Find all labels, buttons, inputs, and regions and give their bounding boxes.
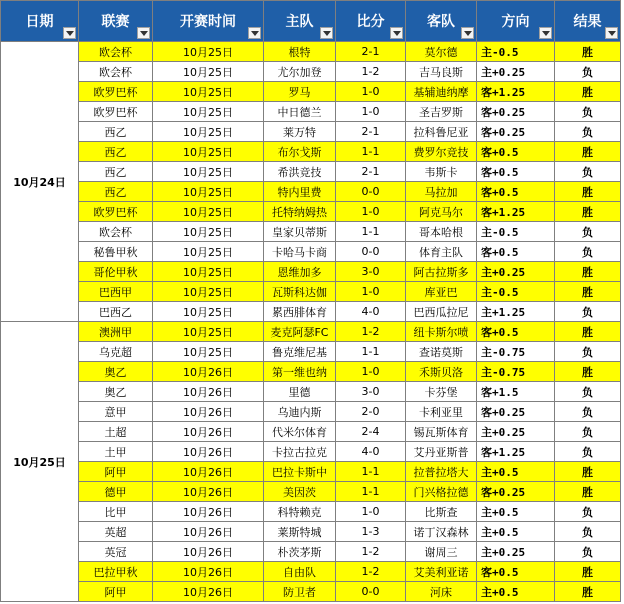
score-cell[interactable]: 1-2: [336, 542, 406, 562]
time-cell[interactable]: 10月26日: [153, 442, 264, 462]
header-league-label: 联赛: [101, 14, 130, 30]
time-cell[interactable]: 10月26日: [153, 382, 264, 402]
home-team-cell[interactable]: 代米尔体育: [264, 422, 336, 442]
filter-dropdown-icon[interactable]: [63, 27, 76, 39]
away-team-cell[interactable]: 拉科鲁尼亚: [406, 122, 477, 142]
time-cell[interactable]: 10月26日: [153, 362, 264, 382]
score-cell[interactable]: 2-4: [336, 422, 406, 442]
away-team-cell[interactable]: 库亚巴: [406, 282, 477, 302]
table-row: [1, 182, 621, 202]
away-team-cell[interactable]: 卡利亚里: [406, 402, 477, 422]
score-cell[interactable]: 3-0: [336, 262, 406, 282]
direction-cell[interactable]: 主+0.25: [477, 422, 555, 442]
header-row: [1, 1, 621, 42]
direction-cell[interactable]: 客+1.25: [477, 442, 555, 462]
league-cell[interactable]: 欧罗巴杯: [79, 102, 153, 122]
result-cell[interactable]: 胜: [555, 582, 621, 602]
away-team-cell[interactable]: 艾丹亚斯普: [406, 442, 477, 462]
league-cell[interactable]: 巴西甲: [79, 282, 153, 302]
score-cell[interactable]: 1-0: [336, 202, 406, 222]
direction-cell[interactable]: 主+1.25: [477, 302, 555, 322]
table-row: [1, 502, 621, 522]
league-cell[interactable]: 奥乙: [79, 382, 153, 402]
time-cell[interactable]: 10月26日: [153, 422, 264, 442]
home-team-cell[interactable]: 恩维加多: [264, 262, 336, 282]
away-team-cell[interactable]: 谢周三: [406, 542, 477, 562]
time-cell[interactable]: 10月25日: [153, 262, 264, 282]
time-cell[interactable]: 10月25日: [153, 222, 264, 242]
table-row: [1, 462, 621, 482]
result-cell[interactable]: 负: [555, 522, 621, 542]
score-cell[interactable]: 1-0: [336, 362, 406, 382]
result-cell[interactable]: 胜: [555, 562, 621, 582]
direction-cell[interactable]: 客+0.5: [477, 322, 555, 342]
table-row: [1, 362, 621, 382]
away-team-cell[interactable]: 吉马良斯: [406, 62, 477, 82]
time-cell[interactable]: 10月25日: [153, 302, 264, 322]
table-row: [1, 262, 621, 282]
away-team-cell[interactable]: 体育主队: [406, 242, 477, 262]
score-cell[interactable]: 3-0: [336, 382, 406, 402]
away-team-cell[interactable]: 诺丁汉森林: [406, 522, 477, 542]
league-cell[interactable]: 西乙: [79, 162, 153, 182]
table-row: [1, 322, 621, 342]
table-row: [1, 562, 621, 582]
result-cell[interactable]: 胜: [555, 182, 621, 202]
direction-cell[interactable]: 主+0.25: [477, 542, 555, 562]
score-cell[interactable]: 1-3: [336, 522, 406, 542]
result-cell[interactable]: 负: [555, 502, 621, 522]
result-cell[interactable]: 负: [555, 382, 621, 402]
table-row: [1, 102, 621, 122]
time-cell[interactable]: 10月25日: [153, 162, 264, 182]
time-cell[interactable]: 10月26日: [153, 582, 264, 602]
table-row: [1, 402, 621, 422]
time-cell[interactable]: 10月25日: [153, 342, 264, 362]
result-cell[interactable]: 负: [555, 342, 621, 362]
time-cell[interactable]: 10月25日: [153, 182, 264, 202]
result-cell[interactable]: 胜: [555, 462, 621, 482]
header-home-label: 主队: [285, 14, 314, 30]
direction-cell[interactable]: 客+0.25: [477, 122, 555, 142]
direction-cell[interactable]: 主-0.75: [477, 362, 555, 382]
away-team-cell[interactable]: 费罗尔竞技: [406, 142, 477, 162]
score-cell[interactable]: 1-1: [336, 482, 406, 502]
direction-cell[interactable]: 主+0.5: [477, 582, 555, 602]
home-team-cell[interactable]: 卡拉古拉克: [264, 442, 336, 462]
away-team-cell[interactable]: 卡芬堡: [406, 382, 477, 402]
header-date-label: 日期: [25, 14, 54, 30]
direction-cell[interactable]: 客+1.5: [477, 382, 555, 402]
away-team-cell[interactable]: 拉普拉塔大: [406, 462, 477, 482]
result-cell[interactable]: 胜: [555, 142, 621, 162]
time-cell[interactable]: 10月25日: [153, 142, 264, 162]
away-team-cell[interactable]: 哥本哈根: [406, 222, 477, 242]
result-cell[interactable]: 胜: [555, 82, 621, 102]
home-team-cell[interactable]: 莱万特: [264, 122, 336, 142]
league-cell[interactable]: 阿甲: [79, 582, 153, 602]
direction-cell[interactable]: 客+1.25: [477, 82, 555, 102]
result-cell[interactable]: 负: [555, 442, 621, 462]
direction-cell[interactable]: 客+0.5: [477, 142, 555, 162]
table-row: [1, 162, 621, 182]
time-cell[interactable]: 10月25日: [153, 322, 264, 342]
time-cell[interactable]: 10月25日: [153, 62, 264, 82]
filter-dropdown-icon[interactable]: [461, 27, 474, 39]
direction-cell[interactable]: 客+0.5: [477, 162, 555, 182]
away-team-cell[interactable]: 圣吉罗斯: [406, 102, 477, 122]
home-team-cell[interactable]: 尤尔加登: [264, 62, 336, 82]
score-cell[interactable]: 1-1: [336, 142, 406, 162]
result-cell[interactable]: 负: [555, 162, 621, 182]
header-home: [264, 1, 336, 42]
score-cell[interactable]: 1-1: [336, 342, 406, 362]
home-team-cell[interactable]: 皇家贝蒂斯: [264, 222, 336, 242]
time-cell[interactable]: 10月26日: [153, 542, 264, 562]
time-cell[interactable]: 10月25日: [153, 122, 264, 142]
table-row: [1, 422, 621, 442]
direction-cell[interactable]: 主-0.5: [477, 222, 555, 242]
home-team-cell[interactable]: 里德: [264, 382, 336, 402]
direction-cell[interactable]: 主+0.5: [477, 502, 555, 522]
away-team-cell[interactable]: 巴西瓜拉尼: [406, 302, 477, 322]
result-cell[interactable]: 胜: [555, 282, 621, 302]
date-cell[interactable]: 10月24日: [1, 42, 79, 322]
home-team-cell[interactable]: 根特: [264, 42, 336, 62]
result-cell[interactable]: 胜: [555, 42, 621, 62]
league-cell[interactable]: 秘鲁甲秋: [79, 242, 153, 262]
time-cell[interactable]: 10月26日: [153, 482, 264, 502]
league-cell[interactable]: 意甲: [79, 402, 153, 422]
home-team-cell[interactable]: 巴拉卡斯中: [264, 462, 336, 482]
header-time-label: 开赛时间: [180, 14, 236, 30]
away-team-cell[interactable]: 纽卡斯尔喷: [406, 322, 477, 342]
table-row: [1, 542, 621, 562]
home-team-cell[interactable]: 乌迪内斯: [264, 402, 336, 422]
table-row: [1, 342, 621, 362]
result-cell[interactable]: 负: [555, 422, 621, 442]
league-cell[interactable]: 欧罗巴杯: [79, 82, 153, 102]
table-row: [1, 442, 621, 462]
score-cell[interactable]: 2-1: [336, 42, 406, 62]
result-cell[interactable]: 胜: [555, 362, 621, 382]
table-row: [1, 142, 621, 162]
time-cell[interactable]: 10月25日: [153, 42, 264, 62]
header-result: [555, 1, 621, 42]
score-cell[interactable]: 1-2: [336, 62, 406, 82]
home-team-cell[interactable]: 罗马: [264, 82, 336, 102]
home-team-cell[interactable]: 鲁克维尼基: [264, 342, 336, 362]
table-row: [1, 122, 621, 142]
header-score: [336, 1, 406, 42]
away-team-cell[interactable]: 比斯查: [406, 502, 477, 522]
league-cell[interactable]: 巴拉甲秋: [79, 562, 153, 582]
direction-cell[interactable]: 主+0.5: [477, 522, 555, 542]
result-cell[interactable]: 负: [555, 542, 621, 562]
header-direction-label: 方向: [501, 14, 530, 30]
score-cell[interactable]: 2-0: [336, 402, 406, 422]
filter-dropdown-icon[interactable]: [320, 27, 333, 39]
time-cell[interactable]: 10月26日: [153, 522, 264, 542]
away-team-cell[interactable]: 马拉加: [406, 182, 477, 202]
table-row: [1, 582, 621, 602]
home-team-cell[interactable]: 布尔戈斯: [264, 142, 336, 162]
header-score-label: 比分: [356, 14, 385, 30]
result-cell[interactable]: 负: [555, 122, 621, 142]
time-cell[interactable]: 10月25日: [153, 82, 264, 102]
direction-cell[interactable]: 主-0.75: [477, 342, 555, 362]
home-team-cell[interactable]: 特内里费: [264, 182, 336, 202]
league-cell[interactable]: 英超: [79, 522, 153, 542]
home-team-cell[interactable]: 莱斯特城: [264, 522, 336, 542]
table-row: [1, 482, 621, 502]
table-row: [1, 82, 621, 102]
direction-cell[interactable]: 客+0.5: [477, 562, 555, 582]
direction-cell[interactable]: 客+0.5: [477, 242, 555, 262]
direction-cell[interactable]: 客+0.25: [477, 102, 555, 122]
result-cell[interactable]: 胜: [555, 262, 621, 282]
home-team-cell[interactable]: 防卫者: [264, 582, 336, 602]
away-team-cell[interactable]: 基辅迪纳摩: [406, 82, 477, 102]
league-cell[interactable]: 西乙: [79, 122, 153, 142]
direction-cell[interactable]: 主-0.5: [477, 282, 555, 302]
home-team-cell[interactable]: 托特纳姆热: [264, 202, 336, 222]
home-team-cell[interactable]: 希洪竞技: [264, 162, 336, 182]
time-cell[interactable]: 10月25日: [153, 102, 264, 122]
table-row: [1, 62, 621, 82]
result-cell[interactable]: 负: [555, 242, 621, 262]
score-cell[interactable]: 1-0: [336, 82, 406, 102]
home-team-cell[interactable]: 自由队: [264, 562, 336, 582]
home-team-cell[interactable]: 朴茨茅斯: [264, 542, 336, 562]
away-team-cell[interactable]: 门兴格拉德: [406, 482, 477, 502]
time-cell[interactable]: 10月25日: [153, 282, 264, 302]
league-cell[interactable]: 英冠: [79, 542, 153, 562]
league-cell[interactable]: 土超: [79, 422, 153, 442]
direction-cell[interactable]: 客+0.25: [477, 402, 555, 422]
result-cell[interactable]: 负: [555, 102, 621, 122]
direction-cell[interactable]: 客+1.25: [477, 202, 555, 222]
league-cell[interactable]: 欧会杯: [79, 62, 153, 82]
home-team-cell[interactable]: 科特赖克: [264, 502, 336, 522]
header-result-label: 结果: [573, 14, 602, 30]
filter-dropdown-icon[interactable]: [248, 27, 261, 39]
direction-cell[interactable]: 客+0.25: [477, 482, 555, 502]
league-cell[interactable]: 德甲: [79, 482, 153, 502]
score-cell[interactable]: 4-0: [336, 442, 406, 462]
score-cell[interactable]: 4-0: [336, 302, 406, 322]
league-cell[interactable]: 土甲: [79, 442, 153, 462]
header-direction: [477, 1, 555, 42]
score-cell[interactable]: 1-0: [336, 102, 406, 122]
home-team-cell[interactable]: 美因茨: [264, 482, 336, 502]
filter-dropdown-icon[interactable]: [605, 27, 618, 39]
table-row: [1, 282, 621, 302]
result-cell[interactable]: 胜: [555, 322, 621, 342]
home-team-cell[interactable]: 麦克阿瑟FC: [264, 322, 336, 342]
header-time: [153, 1, 264, 42]
direction-cell[interactable]: 主+0.25: [477, 262, 555, 282]
league-cell[interactable]: 阿甲: [79, 462, 153, 482]
league-cell[interactable]: 欧罗巴杯: [79, 202, 153, 222]
header-away: [406, 1, 477, 42]
league-cell[interactable]: 澳洲甲: [79, 322, 153, 342]
league-cell[interactable]: 欧会杯: [79, 222, 153, 242]
home-team-cell[interactable]: 中日德兰: [264, 102, 336, 122]
table-row: [1, 382, 621, 402]
score-cell[interactable]: 1-0: [336, 502, 406, 522]
league-cell[interactable]: 巴西乙: [79, 302, 153, 322]
result-cell[interactable]: 负: [555, 402, 621, 422]
result-cell[interactable]: 胜: [555, 202, 621, 222]
table-row: [1, 202, 621, 222]
score-cell[interactable]: 2-1: [336, 122, 406, 142]
away-team-cell[interactable]: 锡瓦斯体育: [406, 422, 477, 442]
table-row: [1, 242, 621, 262]
score-cell[interactable]: 2-1: [336, 162, 406, 182]
league-cell[interactable]: 西乙: [79, 182, 153, 202]
result-cell[interactable]: 胜: [555, 482, 621, 502]
filter-dropdown-icon[interactable]: [390, 27, 403, 39]
time-cell[interactable]: 10月25日: [153, 242, 264, 262]
score-cell[interactable]: 1-2: [336, 322, 406, 342]
time-cell[interactable]: 10月26日: [153, 462, 264, 482]
header-date: [1, 1, 79, 42]
direction-cell[interactable]: 主-0.5: [477, 42, 555, 62]
away-team-cell[interactable]: 阿克马尔: [406, 202, 477, 222]
away-team-cell[interactable]: 查诺莫斯: [406, 342, 477, 362]
away-team-cell[interactable]: 艾美利亚诺: [406, 562, 477, 582]
away-team-cell[interactable]: 莫尔德: [406, 42, 477, 62]
header-league: [79, 1, 153, 42]
result-cell[interactable]: 负: [555, 222, 621, 242]
header-away-label: 客队: [427, 14, 455, 30]
direction-cell[interactable]: 客+0.5: [477, 182, 555, 202]
home-team-cell[interactable]: 累西腓体育: [264, 302, 336, 322]
score-cell[interactable]: 1-1: [336, 462, 406, 482]
table-row: [1, 42, 621, 62]
score-cell[interactable]: 0-0: [336, 182, 406, 202]
league-cell[interactable]: 西乙: [79, 142, 153, 162]
league-cell[interactable]: 比甲: [79, 502, 153, 522]
filter-dropdown-icon[interactable]: [137, 27, 150, 39]
table-row: [1, 222, 621, 242]
league-cell[interactable]: 奥乙: [79, 362, 153, 382]
direction-cell[interactable]: 主+0.5: [477, 462, 555, 482]
time-cell[interactable]: 10月26日: [153, 502, 264, 522]
result-cell[interactable]: 负: [555, 62, 621, 82]
time-cell[interactable]: 10月25日: [153, 202, 264, 222]
filter-dropdown-icon[interactable]: [539, 27, 552, 39]
score-cell[interactable]: 0-0: [336, 582, 406, 602]
home-team-cell[interactable]: 卡哈马卡商: [264, 242, 336, 262]
time-cell[interactable]: 10月26日: [153, 562, 264, 582]
table-row: [1, 522, 621, 542]
away-team-cell[interactable]: 禾斯贝洛: [406, 362, 477, 382]
away-team-cell[interactable]: 阿古拉斯多: [406, 262, 477, 282]
score-cell[interactable]: 1-0: [336, 282, 406, 302]
table-body: [1, 42, 621, 602]
score-cell[interactable]: 1-1: [336, 222, 406, 242]
away-team-cell[interactable]: 河床: [406, 582, 477, 602]
league-cell[interactable]: 乌克超: [79, 342, 153, 362]
date-cell[interactable]: 10月25日: [1, 322, 79, 602]
home-team-cell[interactable]: 瓦斯科达伽: [264, 282, 336, 302]
league-cell[interactable]: 欧会杯: [79, 42, 153, 62]
home-team-cell[interactable]: 第一维也纳: [264, 362, 336, 382]
table-row: [1, 302, 621, 322]
score-cell[interactable]: 1-2: [336, 562, 406, 582]
direction-cell[interactable]: 主+0.25: [477, 62, 555, 82]
score-cell[interactable]: 0-0: [336, 242, 406, 262]
league-cell[interactable]: 哥伦甲秋: [79, 262, 153, 282]
away-team-cell[interactable]: 韦斯卡: [406, 162, 477, 182]
result-cell[interactable]: 负: [555, 302, 621, 322]
time-cell[interactable]: 10月26日: [153, 402, 264, 422]
